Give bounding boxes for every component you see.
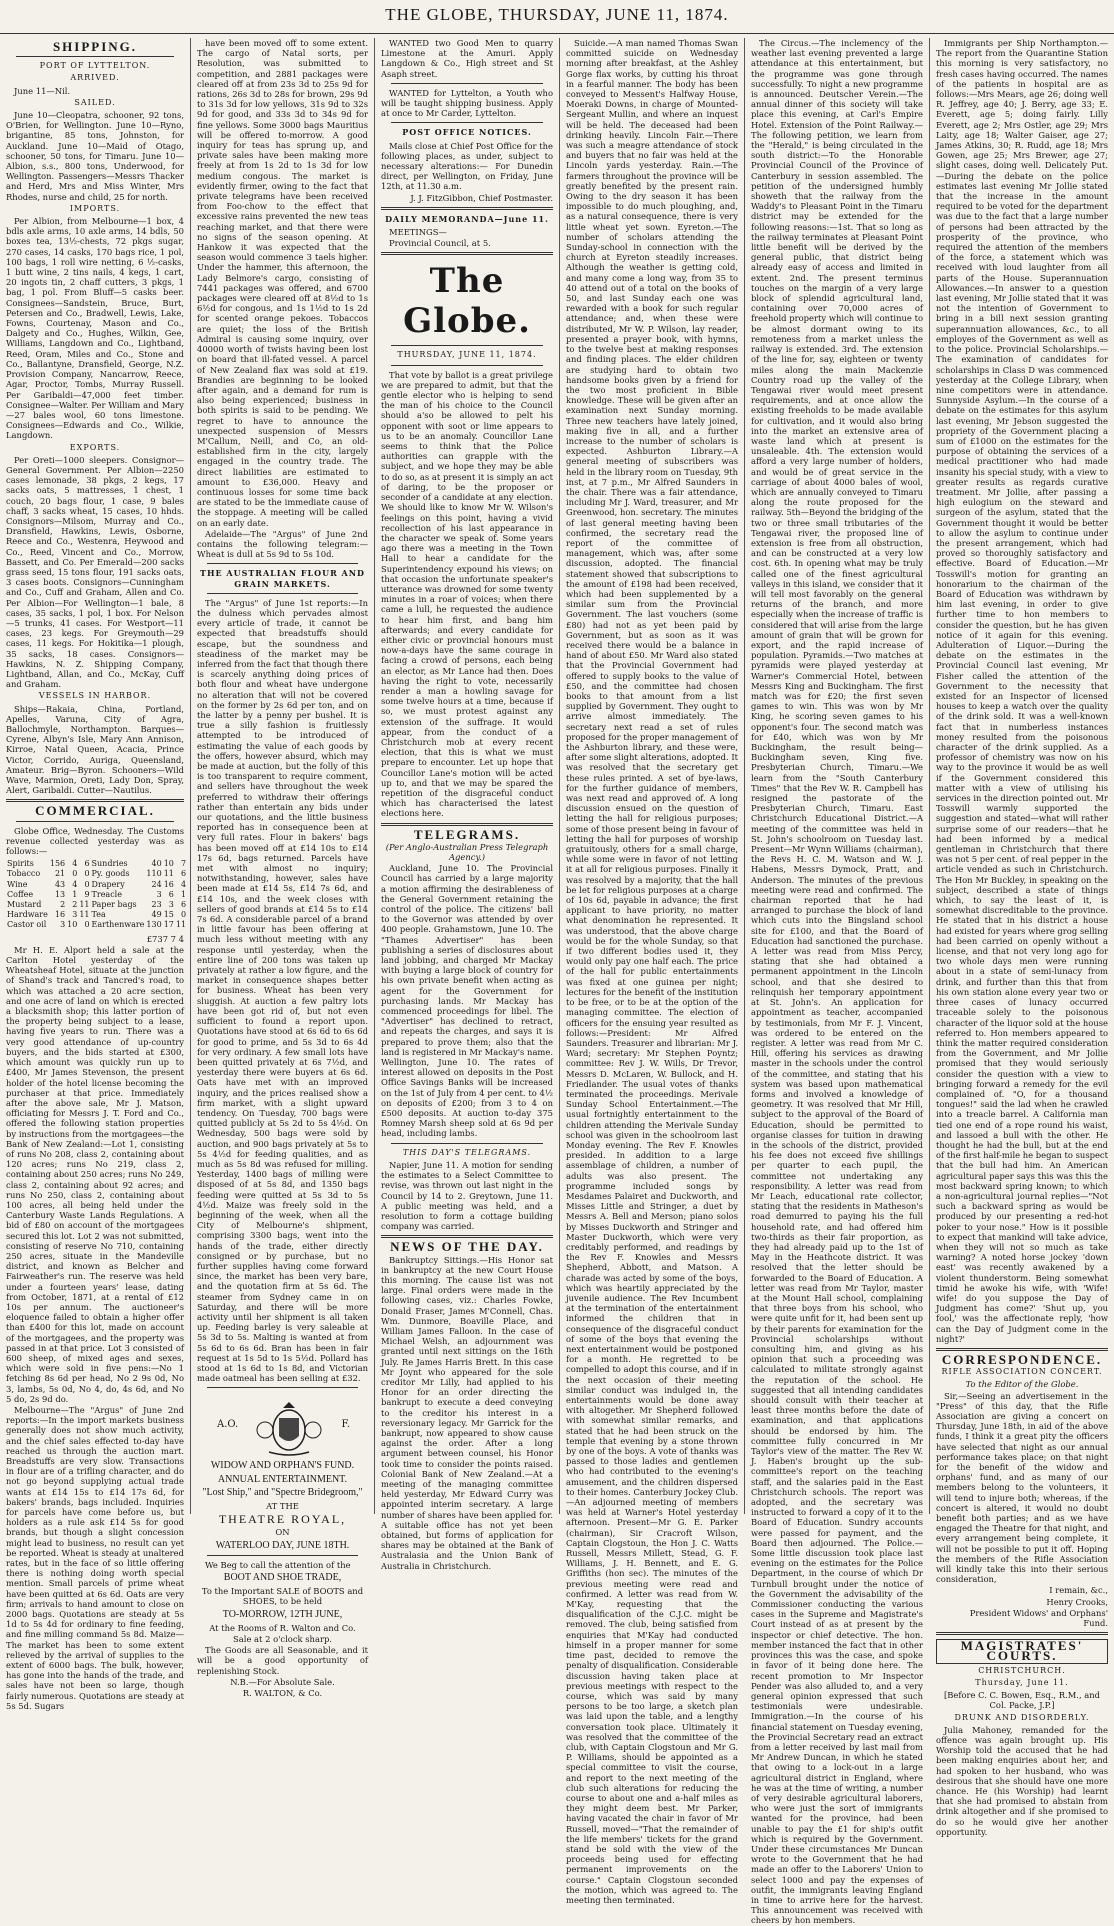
customs-cell: 3 — [156, 889, 162, 899]
customs-cell: Coffee — [7, 889, 34, 899]
customs-cell: 11 — [79, 900, 90, 910]
telegrams-agency: (Per Anglo-Australian Press Telegraph Agency.) — [385, 841, 549, 862]
customs-cell: 10 — [163, 859, 174, 869]
customs-row — [6, 910, 187, 920]
customs-cell: 1 — [72, 889, 78, 899]
news-of-the-day-text: Bankruptcy Sittings.—His Honor sat in bankruptcy at the new Court House this morning. The cause list was not large. Final orders were made in the following cases, viz.: Charles Fowke, Donald Fraser, James M'Connell, Chas. Wm. Dunmore, Boaville Place, and William James Falloon. In the case of Michael Welsh, an adjournment was granted until next sittings on the 16th July. Re James Harris Brett. In this case Mr Joynt who appeared for the sole creditor Mr Lilly, had applied to his Honor for an order directing the bankrupt to execute a deed conveying to the creditor his interest in a reversionary legacy. Mr Garrick for the bankrupt, now appeared to show cause against the order. After a long argument between counsel, his Honor took time to consider the points raised. Colonial Bank of New Zealand.—At a meeting of the managing committee held yesterday, Mr Edward Curry was appointed interim secretary. A large number of shares have been applied for. A suitable office has not yet been obtained, but forms of application for shares may be obtained at the Bank of Australasia and the Union Bank of Australia in Christchurch. — [381, 1254, 553, 1571]
crest-block — [197, 1392, 368, 1458]
correspondence-sign-3: President Widows' and Orphans' Fund. — [969, 1607, 1108, 1629]
correspondence-subheading: RIFLE ASSOCIATION CONCERT. — [941, 1367, 1103, 1377]
newspaper-date: THURSDAY, JUNE 11, 1874. — [397, 350, 537, 360]
adelaide-text: Adelaide—The "Argus" of June 2nd contains the following telegram:—Wheat is dull at 5s 9d to 5s 10d. — [197, 528, 368, 560]
divider — [207, 1387, 358, 1388]
customs-cell: Tea — [91, 910, 106, 920]
divider — [381, 823, 553, 826]
fund-date: WATERLOO DAY, JUNE 18TH. — [215, 1539, 350, 1551]
customs-cell: 4 — [72, 879, 78, 889]
customs-cell: Spirits — [7, 859, 34, 869]
customs-cell: 23 — [151, 900, 162, 910]
customs-cell: 16 — [54, 910, 66, 920]
customs-cell: Castor oil — [7, 920, 47, 930]
sailed-text: June 10—Cleopatra, schooner, 92 tons, O'Brien, for Wellington. June 10—Ryno, brigantine, 85 tons, Johnston, for Auckland. June 10—Maid of Otago, schooner, 50 tons, for Timaru. June 10—Albion, s.s., 800 tons, Underwood, for Wellington. Passengers—Messrs Thacker and Herd, Mrs and Miss Winter, Mrs Rhodes, nurse and child, 25 for north. — [6, 110, 184, 202]
column-1 — [0, 38, 190, 1711]
customs-cell: Treacle — [91, 889, 122, 899]
fund-title: WIDOW AND ORPHAN'S FUND. — [210, 1460, 355, 1472]
customs-cell: Drapery — [91, 879, 125, 889]
correspondence-heading: CORRESPONDENCE. — [941, 1352, 1103, 1367]
crest-right-text: F. — [341, 1419, 350, 1431]
customs-cell: 17 — [163, 920, 174, 930]
imports-heading: IMPORTS. — [69, 203, 121, 213]
daily-council: Provincial Council, at 5. — [389, 238, 491, 249]
column-2 — [190, 38, 374, 1699]
divider — [16, 821, 174, 822]
port-heading: PORT OF LYTTELTON. — [39, 61, 151, 71]
arrived-heading: ARRIVED. — [70, 73, 120, 83]
fund-on: ON — [275, 1527, 290, 1538]
divider — [391, 365, 543, 366]
customs-row — [6, 920, 187, 930]
divider — [207, 1555, 358, 1556]
correspondence-sign-2: Henry Crooks, — [1046, 1596, 1108, 1607]
customs-cell: 3 — [168, 900, 174, 910]
flour-markets-heading: THE AUSTRALIAN FLOUR AND GRAIN MARKETS. — [200, 568, 365, 589]
customs-cell: 6 — [168, 889, 174, 899]
customs-table — [6, 859, 187, 930]
customs-cell: Paper bags — [91, 900, 137, 910]
vessels-text: Ships—Rakaia, China, Portland, Apelles, Varuna, City of Agra, Ballochmyle, Northampton. Barques—Cyrene, Albyn's Isle, Mary Ann Annison, Kirroe, Natal Queen, Acacia, Prince Victor, Corrido, Auriga, Queensland, Amateur. Brig—Byron. Schooners—Wild Wave, Marmion, Oreti, Lady Don, Spray, Alert, Garibaldi. Cutter—Nautilus. — [6, 703, 184, 796]
masthead-title: THE GLOBE, THURSDAY, JUNE 11, 1874. — [385, 5, 729, 24]
column-5 — [744, 38, 929, 1926]
divider — [391, 1143, 543, 1144]
boot-important: To the Important SALE of BOOTS and SHOES, to be held — [201, 1586, 364, 1607]
melbourne-text: Melbourne—The "Argus" of June 2nd reports:—In the import markets business generally does not show much activity, and the chief sales effected to-day have reached us through the auction mart. Breadstuffs are very slow. Transactions in flour are of a trifling character, and do not go beyond supplying actual trade wants at £14 15s to £14 17s 6d, for bakers' brands, bags included. Inquiries for parcels have come before us, but holders as a rule ask £14 5s for good brands, but though a slight concession might lead to business, no result can yet be reported. Wheat is steady at unaltered rates, but in the face of so little offering there is nothing doing worth special mention. Small parcels of prime wheat have been quitted at 6s 6d. Oats are very firm; arrivals to hand amount to close on 2000 bags. Quotations are steady at 5s 1d to 5s 4d for ordinary to fine feeding, and fine milling command 5s 8d. Maize—The market has been to some extent relieved by the arrival of supplies to the extent of 6000 bags. The bulk, however, has gone into the hands of the trade, and sales have not been so large, though fairly numerous. Quotations are steady at 5s 5d. Sugars — [6, 1405, 184, 1711]
customs-cell: Py. goods — [91, 869, 130, 879]
column-5-text: The Circus.—The inclemency of the weather last evening prevented a large attendance at this entertainment, but the programme was gone through successfully. To night a new programme is announced. Deutscher Verein.—The annual dinner of this society will take place this evening, at Carl's Empire Hotel. Extension of the Point Railway.—The following petition, we learn from the "Herald," is being circulated in the south district:—To the Honorable Provincial Council of the Province of Canterbury in session assembled. The petition of the undersigned humbly showeth that the railway from the Waddy's to Pleasant Point in the Timaru district may be extended for the following reasons:—1st. That so long as the railway terminates at Pleasant Point little benefit will be derived by the general public, that district being already easy of access and limited in extent. 2nd. The present terminus touches on the margin of a very large block of splendid agricultural land, containing over 70,000 acres of freehold property which will continue to be almost dormant owing to its remoteness from a market unless the railway is extended. 3rd. The extension of the line for, say, eighteen or twenty miles along the main Mackenzie Country road up the valley of the Tengawai river would meet present requirements, and at once allow the existing freeholds to be made available for cultivation, and it would also bring into the market an extensive area of waste land which at present is unsaleable. 4th. The extension would afford a very large number of holders, and would be of great service in the carriage of about 4000 bales of wool, which are annually conveyed to Timaru along the route proposed for the railway. 5th—Beyond the bridging of the two or three small tributaries of the Tengawai river, the proposed line of extension is free from all obstruction, and can be constructed at a very low cost. 6th. In opening what may be truly called one of the finest agricultural valleys in this island, we consider that it will tell most favorably on the general returns of the branch, and more especially when the increase of traffic is considered that will arise from the large amount of grain that will be grown for export, and the rapid increase of population. Pyramids.—Two matches at pyramids were played yesterday at Warner's Commercial Hotel, between Messrs King and Buckingham. The first match was for £20; the first seven games to win. This was won by Mr King, he scoring seven games to his opponent's four. The second match was for £40, which was won by Mr Buckingham, the result being—Buckingham seven, King five. Presbyterian Church, Timaru.—We learn from the "South Canterbury Times" that the Rev W. R. Campbell has resigned the pastorate of the Presbyterian Church, Timaru. East Christchurch Educational District.—A meeting of the committee was held in St. John's schoolroom on Tuesday last. Present—Mr Wynn Williams (chairman), the Revs H. C. M. Watson and W. J. Habens, Messrs Dymock, Pratt, and Anderson. The minutes of the previous meeting were read and confirmed. The chairman reported that he had arranged to purchase the block of land which cuts into the Bingsland school site for £100, and that the Board of Education had sanctioned the purchase. A letter was read from Miss Percy, stating that she had obtained a permanent appointment in the Lincoln school, and that she desired to relinquish her temporary appointment at St. John's. An application for appointment as teacher, accompanied by testimonials, from Mr F. J. Vincent, was ordered to be entered on the register. A letter was read from Mr C. Hill, offering his services as drawing master in the schools under the control of the committee, and stating that his system was based upon mathematical forms and involved a knowledge of geometry. It was resolved that Mr Hill, subject to the approval of the Board of Education, should be permitted to organise classes for tuition in drawing in the schools of the district, provided his fee does not exceed five shillings per quarter to each pupil, the committee not undertaking any responsibility. A letter was read from Mr Leach, educational rate collector, stating that the residents in Matheson's road demurred to paying his the full household rate, and had offered him two-thirds as their fair proportion, as they had already paid up to the 1st of May in the Heathcote district. It was resolved that the letter should be forwarded to the Board of Education. A letter was read from Mr Taylor, master at the Mount Hall school, complaining that three boys from his school, who were quite unfit for it, had been sent up by their parents for examination for the Provincial scholarships without consulting him, and giving as his opinion that such a proceeding was calculated to militate strongly against the reputation of the school. He suggested that all intending candidates should consult with their teacher at least three months before the date of examination, and that applications should be endorsed by him. The committee fully concurred in Mr Taylor's view of the matter. The Rev W. J. Haben's brought up the sub-committee's report on the teaching staff, and the salaries paid in the East Christchurch schools. The report was adopted, and the secretary was instructed to forward a copy of it to the Board of Education. Sundry accounts were passed for payment, and the Board then adjourned. The Police.—Some little discussion took place last evening on the estimates for the Police Department, in the course of which Dr Turnbull brought under the notice of the Government the advisability of the Commissioner conducting the various cases in the Supreme and Magistrate's Court instead of as at present by the inspector or chief detective. The hon. member instanced the fact that in other provinces this was the case, and spoke in favor of it being done here. The recent promotion to Mr Inspector Pender was also alluded to, and a very general opinion expressed that such testimonials were undesirable. Immigration.—In the course of his financial statement on Tuesday evening, the Provincial Secretary read an extract from a letter received by last mail from Mr Andrew Duncan, in which he stated that owing to a lock-out in a large agricultural district in England, where he was at the time of writing, a number of very desirable agricultural laborers, who were just the sort of immigrants wanted for the province, had been unable to pay the £1 for ship's outfit which is required by the Government. Under these circumstances Mr Duncan wrote to the Government that he had made an offer to the Laborers' Union to select 1000 and pay the expenses of outfit, the immigrants leaving England in time to arrive here for the harvest. This announcement was received with cheers by hon members. — [751, 38, 923, 1926]
customs-row — [6, 900, 187, 910]
column-3 — [374, 38, 559, 1571]
masthead — [0, 0, 1114, 34]
customs-cell: 10 — [67, 920, 78, 930]
customs-cell: 11 — [79, 910, 90, 920]
commercial-intro: Globe Office, Wednesday. The Customs revenue collected yesterday was as follows:— — [6, 825, 184, 857]
boot-rooms: At the Rooms of R. Walton and Co. — [209, 1622, 356, 1633]
boot-intro: We Beg to call the attention of the — [205, 1559, 351, 1570]
magistrates-date: Thursday, June 11. — [975, 1677, 1069, 1687]
customs-row — [6, 880, 187, 890]
post-office-signature: J. J. FitzGibbon, Chief Postmaster. — [410, 192, 553, 203]
crest-left-text: A.O. — [217, 1419, 239, 1431]
column-6-text: Immigrants per Ship Northampton.—The report from the Quarantine Station this morning is very satisfactory, no fresh cases having occurred. The names of the patients in hospital are as follows:—Mrs Mears, age 26; doing well R. Jeffrey, age 40; J. Berry, age 33; E. Everett, age 5; doing fairly. Lilly Everett, age 2; Mrs Ostler, age 29; Mrs Laity, age 18; Walter Gaiser, age 27; James Atkins, 30; R. Rudd, age 18; Mrs Gowen, age 25; Mrs Brewer, age 27; slight cases, doing well. Delicately Put.—During the debate on the police estimates last evening Mr Jollie stated that the increase in the amount required to be voted for the department was due to the fact that a large number of persons had been attracted by the prosperity of the province, who required the attention of the members of the force, a statement which was received with loud laughter from all parts of the House. Superannuation Allowances.—In answer to a question last evening, Mr Jollie stated that it was not the intention of Government to bring in a bill next session granting superannuation allowances, &c., to all employes of the Government as well as to the police. Provincial Scholarships.—The examination of candidates for scholarships in Class D was commenced yesterday at the College Library, when nine competitors were in attendance. Sunnyside Asylum.—In the course of a debate on the estimates for this asylum last evening, Mr Jebson suggested the propriety of the Government placing a sum of £1000 on the estimates for the purpose of obtaining the services of a medical practitioner who had made insanity his special study, with a view to greater results as regards curative treatment. Mr Jollie, after passing a high eulogium on the steward and surgeon of the asylum, stated that the Government thought it would be better to allow the asylum to continue under the present arrangement, which had proved so thoroughly satisfactory and effective. Board of Education.—Mr Tosswill's motion for granting an honorarium to the chairman of the Board of Education was withdrawn by him last evening, in order to give further time to hon members to consider the question, but he has given notice of it again for this evening. Adulteration of Liquor.—During the debate on the estimates in the Provincial Council last evening, Mr Fisher called the attention of the Government to the necessity that existed for an Inspector of licensed houses to keep a watch over the quality of the drink sold. It was a well-known fact that in numberless instances money resulted from the poisonous character of the drink supplied. As a professor of chemistry was now on his way to the province it would be as well if the Government considered this matter with a view of utilising his services in the direction pointed out. Mr Tosswill warmly supported the suggestion and stated—what will rather surprise some of our readers—that he had been informed by a medical gentleman in Christchurch that there was not 5 per cent. of real pepper in the article vended as such in Christchurch. The Hon Mr Buckley, in speaking on the subject, described a state of things which, to say the least of it, is somewhat discreditable to the province. He stated that in his district a house had existed for years where grog selling had been carried on openly without a license, and that not very long ago for two whole days men were running about in a state of semi-lunacy from drink, and further than this that from his own station alone every year two or three cases of lunacy occurred traceable solely to the poisonous character of the liquor sold at the house referred to. Hon members appeared to think the matter required consideration from the Government, and Mr Jollie promised that they would seriously consider the question with a view to bringing forward a remedy for the evil complained of. "O, for a thousand tongues!" said the lad when he crawled into a treacle barrel. A California man tied one end of a rope round his waist, and lassoed a bull with the other. He thought he had the bull, but at the end of the first half-mile he began to suspect that the bull had him. An American agricultural paper says this was this the most backward spring known; to which a non-agricultural journal replies—"Not such a backward spring as would be produced by our presenting a red-hot poker to your nose." How is it possible to expect that mankind will take advice, when they will not so much as take warning? A noted horse jockey 'down east' was recently awakened by a violent thunderstorm. Being somewhat timid he awoke his wife, with 'Wife! wife! do you suppose the Day of Judgment has come?' 'Shut up, you fool,' was the affectionate reply, 'how can the Day of Judgment come in the night?' — [936, 38, 1108, 1344]
exports-heading: EXPORTS. — [69, 442, 121, 452]
customs-cell: 6 — [84, 859, 90, 869]
column-6 — [929, 38, 1114, 1837]
customs-cell: 0 — [72, 869, 78, 879]
news-of-the-day-heading: NEWS OF THE DAY. — [390, 1239, 544, 1255]
fund-plays: "Lost Ship," and "Spectre Bridegroom," — [202, 1486, 363, 1498]
divider — [381, 207, 553, 210]
magistrates-place: CHRISTCHURCH. — [978, 1665, 1066, 1675]
customs-cell: 13 — [54, 889, 66, 899]
leader-article: That vote by ballot is a great privilege we are prepared to admit, but that the gentle elector who is helping to send the man of his choice to the Council should a'so be allowed to pelt his opponent with soot or lime appears to us to be an anomaly. Councillor Lane seems to think that the Police authorities can grapple with the subject, and we hope they may be able to do so, as at present it is simply an act of daring, to be the proposer or seconder of a candidate at any election. We should like to know Mr W. Wilson's feelings on this point, having a vivid recollection of his last appearance in the character we speak of. Some years ago there was a meeting in the Town Hall to hear a candidate for the Superintendency expound his views; on that occasion the unfortunate speaker's utterance was drowned for some twenty minutes in a roar of voices; when there came a lull, he requested the audience to hear him first, and bang him afterwards; and every candidate for either civic or provincial honours must now-a-days have the same courage in facing a crowd of persons, each being an elector, as Mr Lance had then. Does having the right to vote, necessarily render a man a howling savage for some twelve hours at a time, because if so, we must protest against any extension of the suffrage. It would appear, from the conduct of a Christchurch mob at every recent election, that this is what we must prepare to encounter. Let up hope that Councillor Lane's motion will be acted up to, and that we may be spared the repetition of the disgraceful conduct which has characterised the latest elections here. — [381, 369, 553, 819]
customs-cell: 3 — [60, 920, 66, 930]
divider — [381, 252, 553, 255]
customs-cell: 0 — [180, 910, 187, 920]
customs-cell: 156 — [49, 859, 66, 869]
magistrates-before: [Before C. C. Bowen, Esq., R.M., and Col. Packe, J.P.] — [943, 1690, 1101, 1711]
divider — [391, 345, 543, 346]
customs-cell: Mustard — [7, 900, 42, 910]
magistrates-courts-heading: MAGISTRATES' COURTS. — [936, 1639, 1108, 1663]
coat-of-arms-icon — [249, 1400, 329, 1460]
customs-cell: 2 — [60, 900, 66, 910]
todays-telegrams-heading: THIS DAY'S TELEGRAMS. — [402, 1147, 532, 1157]
exports-text: Per Oreti—1000 sleepers. Consignor—General Government. Per Albion—2250 cases lemonade, 38 pkgs, 2 kegs, 17 sacks oats, 5 mattresses, 1 chest, 1 couch, 20 bags flour, 1 case, 9 bales chaff, 3 sacks wheat, 15 cases, 10 hhds. Consignors—Milsom, Murray and Co., Dransfield, Hawkins, Lewis, Osborne, Reece and Co., Westenra, Heywood and Co., Reed, Vincent and Co., Morrow, Bassett, and Co. Per Emerald—200 sacks grass seed, 15 tons flour, 191 sacks oats, 3 cases boots. Consignors—Cunningham and Co., Cuff and Graham, Allen and Co. Per Albion—For Wellington—1 bale, 8 cases, 35 sacks, 1 pol, 1 box. For Nelson—5 trunks, 41 cases. For Westport—11 cases, 23 kegs. For Greymouth—29 cases, 11 kegs. For Hokitika—1 plough, 35 sacks, 18 cases. Consignors—Hawkins, N. Z. Shipping Company, Lightband, Allan, and Co., McKay, Cuff and Graham. — [6, 454, 184, 690]
wanted-ad-2: WANTED for Lyttelton, a Youth who will be taught shipping business. Apply at once to Mr Carder, Lyttelton. — [381, 87, 553, 119]
boot-when: TO-MORROW, 12TH JUNE, — [222, 1608, 343, 1620]
boot-trade: BOOT AND SHOE TRADE, — [223, 1572, 342, 1584]
daily-meetings: MEETINGS— — [389, 227, 447, 238]
customs-cell: 43 — [54, 879, 66, 889]
divider — [207, 593, 358, 594]
correspondence-text: Sir,—Seeing an advertisement in the "Press" of this day, that the Rifle Association are giving a concert on Thursday, June 18th, in aid of the above funds, I think it a great pity the officers have selected that night as our annual performance takes place; on that night for the benefit of the widow and orphans' fund, and as many of our members belong to the volunteers, it will tend to injure both; whereas, if the concert is altered, it would no doubt benefit both parties; and as we have engaged the Theatre for that night, and every arrangement being complete, it will not be possible to put it off. Hoping the members of the Rifle Association will kindly take this into their serious consideration, — [936, 1390, 1108, 1585]
customs-cell: 0 — [84, 869, 90, 879]
divider — [391, 83, 543, 84]
magistrates-text: Julia Mahoney, remanded for the offence was again brought up. His Worship told the accused that he had been making enquiries about her, and had spoken to her husband, who was desirous that she should have one more chance. He (his Worship) had learnt that she had promised to abstain from drink altogether and if she promised to do so he would give her another opportunity. — [936, 1724, 1108, 1837]
boot-stock: The Goods are all Seasonable, and it will be a good opportunity of replenishing Stock. — [197, 1645, 368, 1676]
sugar-market-text: have been moved off to some extent. The cargo of Natal sorts, per Resolution, was submitted to competition, and 2881 packages were cleared off at from 23s 3d to 25s 9d for rations, 26s 3d to 28s for brown, 29s 9d to 31s 3d for low yellows, 31s 9d to 32s 9d for good, and 33s 3d to 34s 9d for fine yellows. Some 3000 bags Mauritius will be offered to-morrow. A good inquiry for teas has sprung up, and private sales have been making more freely at from 1s 2d to 1s 3d for low medium congous. The market is evidently firmer, owing to the fact that private telegrams have been received from Foo-chow to the effect that excessive rains prevented the new teas reaching market, and that there were no signs of the season opening. At Hankow it was expected that the season would commence 3 taels higher. Under the hammer, this afternoon, the Lady Belmore's cargo, consisting of 7441 packages was offered, and 6700 packages were cleared off at 8½d to 1s 6½d for congous, and 1s 1½d to 1s 2d for scented orange pekoes. Tobaccos are quiet; the loss of the British Admiral is causing some inquiry, over 40000 worth of twists having been lost on board that ill-fated vessel. A parcel of New Zealand flax was sold at £19. Brandies are beginning to be looked after again, and a demand for rum is also being experienced; business in both spirits is said to be pending. We regret to have to announce the unexpected suspension of Messrs M'Callum, Neill, and Co, an old-established firm in the city, largely engaged in the country trade. The direct liabilities are estimated to amount to £36,000. Heavy and continuous losses for some time back are stated to be the immediate cause of the stoppage. A meeting will be called on an early date. — [197, 38, 368, 528]
customs-cell: Hardware — [7, 910, 48, 920]
todays-telegrams-text: Napier, June 11. A motion for sending the estimates to a Select Committee to revise, was thrown out last night in the Council by 14 to 2. Greytown, June 11. A public meeting was held, and a resolution to form a cottage building company was carried. — [381, 1159, 553, 1232]
customs-cell: 4 — [180, 879, 187, 889]
divider — [381, 1235, 553, 1238]
fund-subtitle: ANNUAL ENTERTAINMENT. — [217, 1473, 348, 1485]
customs-cell: 0 — [84, 879, 90, 889]
customs-cell: 9 — [84, 889, 90, 899]
post-office-text: Mails close at Chief Post Office for the following places, as under, subject to necessary alterations:— For Dunedin direct, per Wellington, on Friday, June 12th, at 11.30 a.m. — [381, 140, 553, 192]
customs-cell: 15 — [163, 910, 174, 920]
customs-cell: Sundries — [91, 859, 128, 869]
telegrams-heading: TELEGRAMS. — [413, 826, 521, 842]
sailed-heading: SAILED. — [74, 97, 116, 107]
commercial-text: Mr H. E. Alport held a sale at the Carlton Hotel yesterday of the Wheatsheaf Hotel, situate at the junction of Shand's track and Tancred's road, to which was attached a 20 acre section, and one acre of land on which is erected a blacksmith shop; this latter portion of the property being subject to a lease, having five years to run. There was a very good attendance of up-country buyers, and the bids started at £300, which amount was quickly run up to £400, Mr James Stevenson, the present holder of the hotel license becoming the purchaser at that price. Immediately after the above sale, Mr J. Matson, officiating for Messrs J. T. Ford and Co., offered the following station properties by instructions from the mortgagees—the Bank of New Zealand:—Lot 1, consisting of runs No 208, class 2, containing about 120 acres; runs No 219, class 2, containing about 250 acres; runs No 249, class 2, containing about 92 acres; and runs No 250, class 2, containing about 100 acres, all being held under the Canterbury Waste Lands Regulations. A bid of £80 on account of the mortgagees secured this lot. Lot 2 was not submitted, consisting of reserve No 710, containing 250 acres, situate in the Mandeville district, and known as Belcher and Fairweather's run. The reserve was held under a fourteen years' lease, dating from October, 1871, at a rental of £12 10s per annum. The auctioneer's eloquence failed to obtain a higher offer than £400 for this lot, made on account of the mortgagees, and the property was passed in at that price. Lot 3 consisted of 600 sheep, of mixed ages and sexes, which were sold in five pens:—No 1 fetching 8s 6d per head, No 2 9s 0d, No 3, lambs, 5s 0d, No 4, do, 4s 6d, and No 5 do, 2s 9d do. — [6, 944, 184, 1404]
customs-cell: 24 — [151, 879, 162, 889]
customs-cell: Earthenware — [91, 920, 145, 930]
column-4 — [559, 38, 744, 1905]
customs-cell: 0 — [84, 920, 90, 930]
customs-cell: 3 — [72, 910, 78, 920]
divider — [936, 1632, 1108, 1635]
vessels-heading: VESSELS IN HARBOR. — [38, 691, 152, 701]
customs-cell: 7 — [180, 859, 187, 869]
divider — [207, 563, 358, 564]
divider — [391, 122, 543, 123]
column-4-text: Suicide.—A man named Thomas Swan committed suicide on Wednesday morning after breakfast, at the Ashley Gorge flax works, by cutting his throat in a fearful manner. The body has been conveyed to Messent's Halfway House, Moeraki Downs, in charge of Mounted-Sergeant Mullin, and where an inquest will be held. The deceased had been drinking heavily. Lincoln Fair.—There was such a meagre attendance of stock and buyers that no fair was held at the Lincoln yards yesterday. Rain.—The farmers throughout the province will be greatly benefited by the present rain. Owing to the dry season it has been impossible to do much ploughing, and, as a natural consequence, there is very little wheat yet sown. Eyreton.—The number of scholars attending the Sunday-school in connection with the church at Eyreton steadily increases. Although the weather is getting cold, and many come a long way, from 35 to 40 attend out of a total on the books of 50, and last Sunday each one was rewarded with a book for such regular attendance; and, when these were distributed, Mr W. P. Wilson, lay reader, presented a prayer book, with hymns, to the twelve best at making responses and finding places. The elder children are studying hard to obtain two handsome books given by a friend for the two most proficient in Bible knowledge. These will be given after an examination next Sunday morning. Three new teachers have lately joined, making five in all, and a further increase to the number of scholars is expected. Ashburton Library.—A general meeting of subscribers was held in the library room on Tuesday, 9th inst, at 7 p.m., Mr Alfred Saunders in the chair. There was a fair attendance, including Mr J. Ward, treasurer, and Mr Greenwood, hon. secretary. The minutes of last general meeting having been confirmed, the secretary read the report of the committee of management, which was, after some discussion, adopted. The financial statement showed that subscriptions to the amount of £198 had been received, which had been supplemented by a similar sum from the Provincial Government. The last vouchers (some £80) had not as yet been paid by Government, but as soon as it was received there would be a balance in hand of about £50. Mr Ward also stated that the Provincial Government had offered to supply books to the value of £50, and the committee had chosen books to that amount from a list supplied by Government. They ought to arrive almost immediately. The secretary next read a set of rules proposed for the proper management of the Ashburton library, and these were, after some slight alterations, adopted. It was resolved that the secretary get these rules printed. A set of bye-laws, for the further guidance of members, was next read and approved of. A long discussion ensued on the question of letting the hall for religious purposes; some of those present being in favour of letting the hall for purposes of worship gratuitously, others for a small charge, while some were in favor of not letting it at all for religious purposes. Finally it was resolved by a majority, that the hall be let for religious purposes at a charge of 10s 6d, payable in advance; the first applicant to have priority, no matter what denomination he represented. It was understood, that the above charge would be for the whole Sunday, so that if two different bodies used it, they would only pay one half each. The price of the hall for public entertainments was fixed at one guinea per night; lectures for the benefit of the institution to be free, or to be at the option of the managing committee. The election of officers for the ensuing year resulted as follows:—President: Mr Alfred Saunders. Treasurer and librarian: Mr J. Ward; secretary: Mr Stephen Poyntz; committee: Rev J. W. Wills, Dr Trevor, Messrs D. McLaren, W. Bullock, and H. Friedlander. The usual votes of thanks terminated the proceedings. Merivale Sunday School Entertainment.—The usual fortnightly entertainment to the children attending the Merivale Sunday school was given in the schoolroom last Monday evening. The Rev F. Knowles presided. In addition to a large assemblage of children, a number of adults was also present. The programme included songs by Mesdames Palairet and Duckworth, and Misses Little and Stringer, a duet by Messrs A. Bell and Merson; piano solos by Misses Duckworth and Stringer and Master Duckworth, which were very creditably performed, and readings by the Rev F. Knowles and Messrs Shepherd, Abbott, and Matson. A charade was acted by some of the boys, which was heartily appreciated by the juvenile audience. The Rev Incumbent at the termination of the entertainment informed the children that in consequence of the disgraceful conduct of some of the boys that evening the next entertainment would be postponed for a month. He regretted to be compelled to adopt this course, and if in the next occasion of their meeting similar conduct was indulged in, the entertainments would be done away with altogether. Mr Shepherd followed with somewhat similar remarks, and stated that he had been struck on the temple that evening by a stone thrown by one of the boys. A vote of thanks was passed to those ladies and gentlemen who had contributed to the evening's amusement, and the children dispersed to their homes. Canterbury Jockey Club.—An adjourned meeting of members was held at Warner's Hotel yesterday afternoon. Present—Mr G. E. Parker (chairman), Sir Cracroft Wilson, Captain Clogstoun, the Hon J. C. Watts Russell, Messrs Millett, Stead, G. F. Williams, J. H. Bennett, and E. G. Griffiths (hon sec). The minutes of the previous meeting were read and confirmed. A letter was read from W. M'Kay, requesting that the disqualification of the C.J.C. might be removed. The club, being satisfied from enquiries that M'Kay had conducted himself in a proper manner for some time past, decided to remove the penalty of disqualification. Considerable discussion having taken place at previous meetings with respect to the course, which was said by many persons to be too large, a sketch plan was laid upon the table, and a lengthy conversation took place. Ultimately it was resolved that the committee of the club, with Captain Clogstoun and Mr G. P. Williams, should be appointed as a special committee to visit the course, and report to the next meeting of the club such alterations for reducing the course to about one and a-half miles as they might deem best. Mr Parker, having vacated the chair in favor of Mr Russell, moved—"That the remainder of the life members' tickets for the grand stand be sold with the view of the proceeds being used for effecting permanent improvements on the course." Captain Clogstoun seconded the motion, which was agreed to. The meeting then terminated. — [566, 38, 738, 1905]
customs-cell: Tobacco — [7, 869, 41, 879]
daily-memoranda-heading: DAILY MEMORANDA—June 11. — [385, 213, 549, 224]
flour-markets-text: The "Argus" of June 1st reports:—In the dulness which pervades almost every article of trade, it cannot be expected that breadstuffs should escape, but the soundness and steadiness of the market may be inferred from the fact that though there is scarcely anything doing prices of both flour and wheat have undergone no alteration that will not be covered on the former by 2s 6d per ton, and on the latter by a penny per bushel. It is true a silly fashion is fruitlessly attempted to be introduced of estimating the value of each goods by the offers, however absurd, which may be made at auction, but the folly of this is too transparent to require comment, and sellers have throughout the week preferred to withdraw their offerings rather than entertain any bids under our quotations, and the little business reported has in consequence been at very full rates. Flour in bakers' bags has been moved off at £14 10s to £14 17s 6d, bags returned. Parcels have met with almost no inquiry; notwithstanding, however, sales have been made at £14 5s, £14 7s 6d, and £14 10s, and the week closes with sellers of good brands at £14 5s to £14 7s 6d. A considerable parcel of a brand in little favour has been offering at much less without meeting with any response until yesterday, when the entire line of 200 tons was taken up privately at rather a low figure, and the market in consequence shapes better for business. Wheat has been very sluggish. At auction a few paltry lots have been got rid of, but not even sufficient to found a report upon. Quotations have stood at 6s 6d to 6s 6d for good to prime, and 5s 3d to 6s 4d for very ordinary. A few small lots have been quitted privately at 6s 7½d, and yesterday there were buyers at 6s 6d. Oats have met with an improved inquiry, and the prices realised show a firm market, with a slight upward tendency. On Tuesday, 700 bags were quitted publicly at 5s 2d to 5s 4½d. On Wednesday, 500 bags were sold by auction, and 900 bags privately at 5s to 5s 4½d for feeding qualities, and as much as 5s 8d was refused for milling. Yesterday, 1400 bags of milling were disposed of at 5s 8d, and 1350 bags feeding were quitted at 5s 3d to 5s 4½d. Maize was freely sold in the beginning of the week, when all the City of Melbourne's shipment, comprising 3300 bags, went into the hands of the trade, either directly consigned or by purchase, but no further supplies having come forward since, the market has been very bare, and the quotation firm at 5s 6d. The steamer from Sydney came in on Saturday, and there will be more activity until her shipment is all taken up. Feeding barley is very saleable at 5s 3d to 5s. Malting is wanted at from 5s 6d to 6s 6d. Bran has been in fair request at 1s 5d to 1s 5½d. Pollard has stood at 1s 6d to 1s 8d, and Victorian made oatmeal has been selling at £32. — [197, 597, 368, 1384]
magistrates-charge: DRUNK AND DISORDERLY. — [954, 1712, 1090, 1722]
customs-row — [6, 859, 187, 869]
telegrams-text: Auckland, June 10. The Provincial Council has carried by a large majority a motion affirming the desirableness of the General Government retaining the control of the police. The citizens' ball to the Governor was attended by over 400 people. Grahamstown, June 10. The "Thames Advertiser" has been publishing a series of disclosures about land jobbing, and charged Mr Mackay with buying a large block of country for his own private benefit when acting as agent for the Government for purchasing lands. Mr Mackay has commenced proceedings for libel. The "Advertiser" has declined to retract, and repeats the charges, and says it is prepared to prove them; also that the land is registered in Mr Mackay's name. Wellington, June 10. The rates of interest allowed on deposits in the Post Office Savings Banks will be increased on the 1st of July from 4 per cent. to 4½ on deposits of £200; from 3 to 4 on £500 deposits. At auction to-day 375 Romney Marsh sheep sold at 6s 9d per head, including lambs. — [381, 863, 553, 1139]
shipping-heading: SHIPPING. — [52, 39, 138, 54]
customs-cell: 110 — [146, 869, 162, 879]
boot-time: Sale at 2 o'clock sharp. — [233, 1634, 332, 1645]
fund-theatre: THEATRE ROYAL, — [218, 1512, 347, 1527]
arrived-text: June 11—Nil. — [14, 85, 71, 96]
imports-text: Per Albion, from Melbourne—1 box, 4 bdls axle arms, 10 axle arms, 14 bdls, 50 boxes tea, 13½-chests, 72 pkgs sugar, 270 cases, 14 casks, 170 bags rice, 1 pol, 100 bags, 1 roll wire netting, 6 ½-casks, 1 butt wine, 2 tins nails, 4 kegs, 1 cart, 20 ingots tin, 2 chaff cutters, 3 pkgs, 1 bag, 1 pol. From Bluff—5 casks beer. Consignees—Sandstein, Bruce, Burt, Petersen and Co., Bradwell, Lewis, Lake, Fowns, Courtenay, Mason and Co., Dalgety and Co., Hughes, Wilkin, Gee, Williams, Langdown and Co., Lightband, Reed, Oram, Miles and Co., Stone and Co., Ballantyne, Dransfield, George, N.Z. Provision Company, Nancarrow, Reece, Agar, Proctor, Tombs, Murray Russell. Per Garibaldi—47,000 feet timber. Consignee—Walter. Per William and Mary—27 bales wool, 60 tons limestone. Consignees—Edwards and Co., Wilkie, Langdown. — [6, 216, 184, 441]
newspaper-title: The Globe. — [403, 261, 531, 342]
wanted-ad-1: WANTED two Good Men to quarry Limestone at the Amuri. Apply Langdown & Co., High street and St Asaph street. — [381, 38, 553, 79]
customs-cell: 2 — [72, 900, 78, 910]
customs-cell: 21 — [54, 869, 66, 879]
correspondence-to: To the Editor of the Globe. — [965, 1379, 1079, 1390]
divider — [936, 1348, 1108, 1351]
commercial-heading: COMMERCIAL. — [35, 803, 155, 819]
customs-cell: 6 — [180, 900, 187, 910]
customs-cell: 40 — [151, 859, 162, 869]
customs-cell: Wine — [7, 879, 28, 889]
customs-row — [6, 869, 187, 879]
boot-firm: R. WALTON, & Co. — [242, 1688, 323, 1699]
customs-cell: 49 — [151, 910, 162, 920]
correspondence-sign-1: I remain, &c., — [1049, 1585, 1108, 1596]
customs-cell: 130 — [146, 920, 162, 930]
post-office-heading: POST OFFICE NOTICES. — [402, 127, 532, 138]
customs-cell: 11 — [175, 920, 187, 930]
customs-cell: 11 — [163, 869, 174, 879]
fund-at: AT THE — [266, 1501, 299, 1512]
divider — [6, 799, 184, 802]
divider — [16, 56, 174, 57]
customs-cell: 1 — [180, 889, 187, 899]
customs-row — [6, 890, 187, 900]
customs-cell: 6 — [180, 869, 187, 879]
customs-total: £737 7 4 — [146, 933, 184, 944]
customs-cell: 16 — [163, 879, 174, 889]
customs-cell: 4 — [72, 859, 78, 869]
boot-nb: N.B.—For Absolute Sale. — [230, 1676, 335, 1687]
